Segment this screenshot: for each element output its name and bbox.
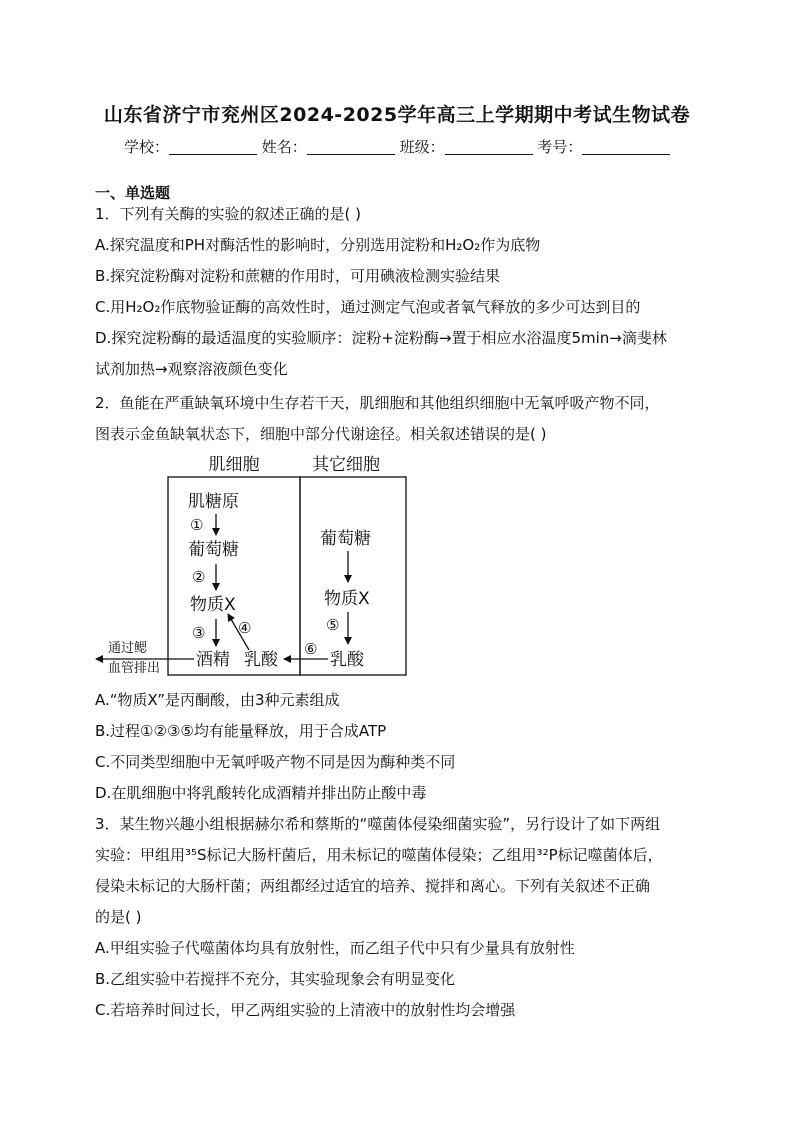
id-label: 考号： <box>537 138 583 156</box>
q3-option-c: C.若培养时间过长，甲乙两组实验的上清液中的放射性均会增强 <box>95 1001 516 1019</box>
step-4-marker: ④ <box>238 619 252 637</box>
q3-stem-line1: 3．某生物兴趣小组根据赫尔希和蔡斯的“噬菌体侵染细菌实验”，另行设计了如下两组 <box>95 815 661 833</box>
q3-option-a: A.甲组实验子代噬菌体均具有放射性，而乙组子代中只有少量具有放射性 <box>95 939 575 957</box>
glycogen-label: 肌糖原 <box>188 492 239 512</box>
alcohol-label: 酒精 <box>196 650 230 670</box>
other-cell-header: 其它细胞 <box>312 455 380 475</box>
q2-option-b: B.过程①②③⑤均有能量释放，用于合成ATP <box>95 722 387 740</box>
q2-stem-line2: 图表示金鱼缺氧状态下，细胞中部分代谢途径。相关叙述错误的是( ) <box>95 425 547 443</box>
q3-option-b: B.乙组实验中若搅拌不充分，其实验现象会有明显变化 <box>95 970 456 988</box>
q3-stem-line4: 的是( ) <box>95 908 142 926</box>
substance-x-right-label: 物质X <box>324 589 370 609</box>
q2-option-d: D.在肌细胞中将乳酸转化成酒精并排出防止酸中毒 <box>95 784 427 802</box>
step-6-marker: ⑥ <box>304 640 318 658</box>
step-1-marker: ① <box>190 516 204 534</box>
q2-option-a: A.“物质X”是丙酮酸，由3种元素组成 <box>95 691 340 709</box>
lactate-right-label: 乳酸 <box>330 650 364 670</box>
page-title: 山东省济宁市兖州区2024-2025学年高三上学期期中考试生物试卷 <box>103 104 691 126</box>
q3-stem-line3: 侵染未标记的大肠杆菌；两组都经过适宜的培养、搅拌和离心。下列有关叙述不正确 <box>95 877 651 895</box>
exit-label-line1: 通过鳃 <box>108 641 148 656</box>
q1-option-b: B.探究淀粉酶对淀粉和蔗糖的作用时，可用碘液检测实验结果 <box>95 267 501 285</box>
section-heading: 一、单选题 <box>95 184 171 202</box>
student-info-row <box>124 136 670 157</box>
class-blank[interactable] <box>445 140 533 155</box>
muscle-cell-header: 肌细胞 <box>208 455 260 475</box>
step-2-marker: ② <box>192 568 206 586</box>
step-5-marker: ⑤ <box>326 616 340 634</box>
class-label: 班级： <box>399 138 445 156</box>
q2-stem-line1: 2．鱼能在严重缺氧环境中生存若干天，肌细胞和其他组织细胞中无氧呼吸产物不同， <box>95 394 660 412</box>
step-3-marker: ③ <box>192 624 206 642</box>
glucose-right-label: 葡萄糖 <box>320 529 371 549</box>
school-blank[interactable] <box>169 140 257 155</box>
q1-stem: 1．下列有关酶的实验的叙述正确的是( ) <box>95 205 362 223</box>
metabolism-diagram <box>92 452 412 680</box>
q1-option-a: A.探究温度和PH对酶活性的影响时，分别选用淀粉和H₂O₂作为底物 <box>95 236 541 254</box>
exit-label-line2: 血管排出 <box>108 661 161 676</box>
id-blank[interactable] <box>582 140 670 155</box>
school-label: 学校： <box>124 138 170 156</box>
q3-stem-line2: 实验：甲组用³⁵S标记大肠杆菌后，用未标记的噬菌体侵染；乙组用³²P标记噬菌体后， <box>95 846 663 864</box>
name-label: 姓名： <box>261 138 307 156</box>
lactate-left-label: 乳酸 <box>244 650 278 670</box>
q1-option-d: D.探究淀粉酶的最适温度的实验顺序：淀粉+淀粉酶→置于相应水浴温度5min→滴斐林 <box>95 329 667 347</box>
name-blank[interactable] <box>307 140 395 155</box>
q1-option-d-cont: 试剂加热→观察溶液颜色变化 <box>95 360 288 378</box>
q2-option-c: C.不同类型细胞中无氧呼吸产物不同是因为酶种类不同 <box>95 753 456 771</box>
glucose-left-label: 葡萄糖 <box>188 540 239 560</box>
q1-option-c: C.用H₂O₂作底物验证酶的高效性时，通过测定气泡或者氧气释放的多少可达到目的 <box>95 298 641 316</box>
substance-x-left-label: 物质X <box>190 595 236 615</box>
